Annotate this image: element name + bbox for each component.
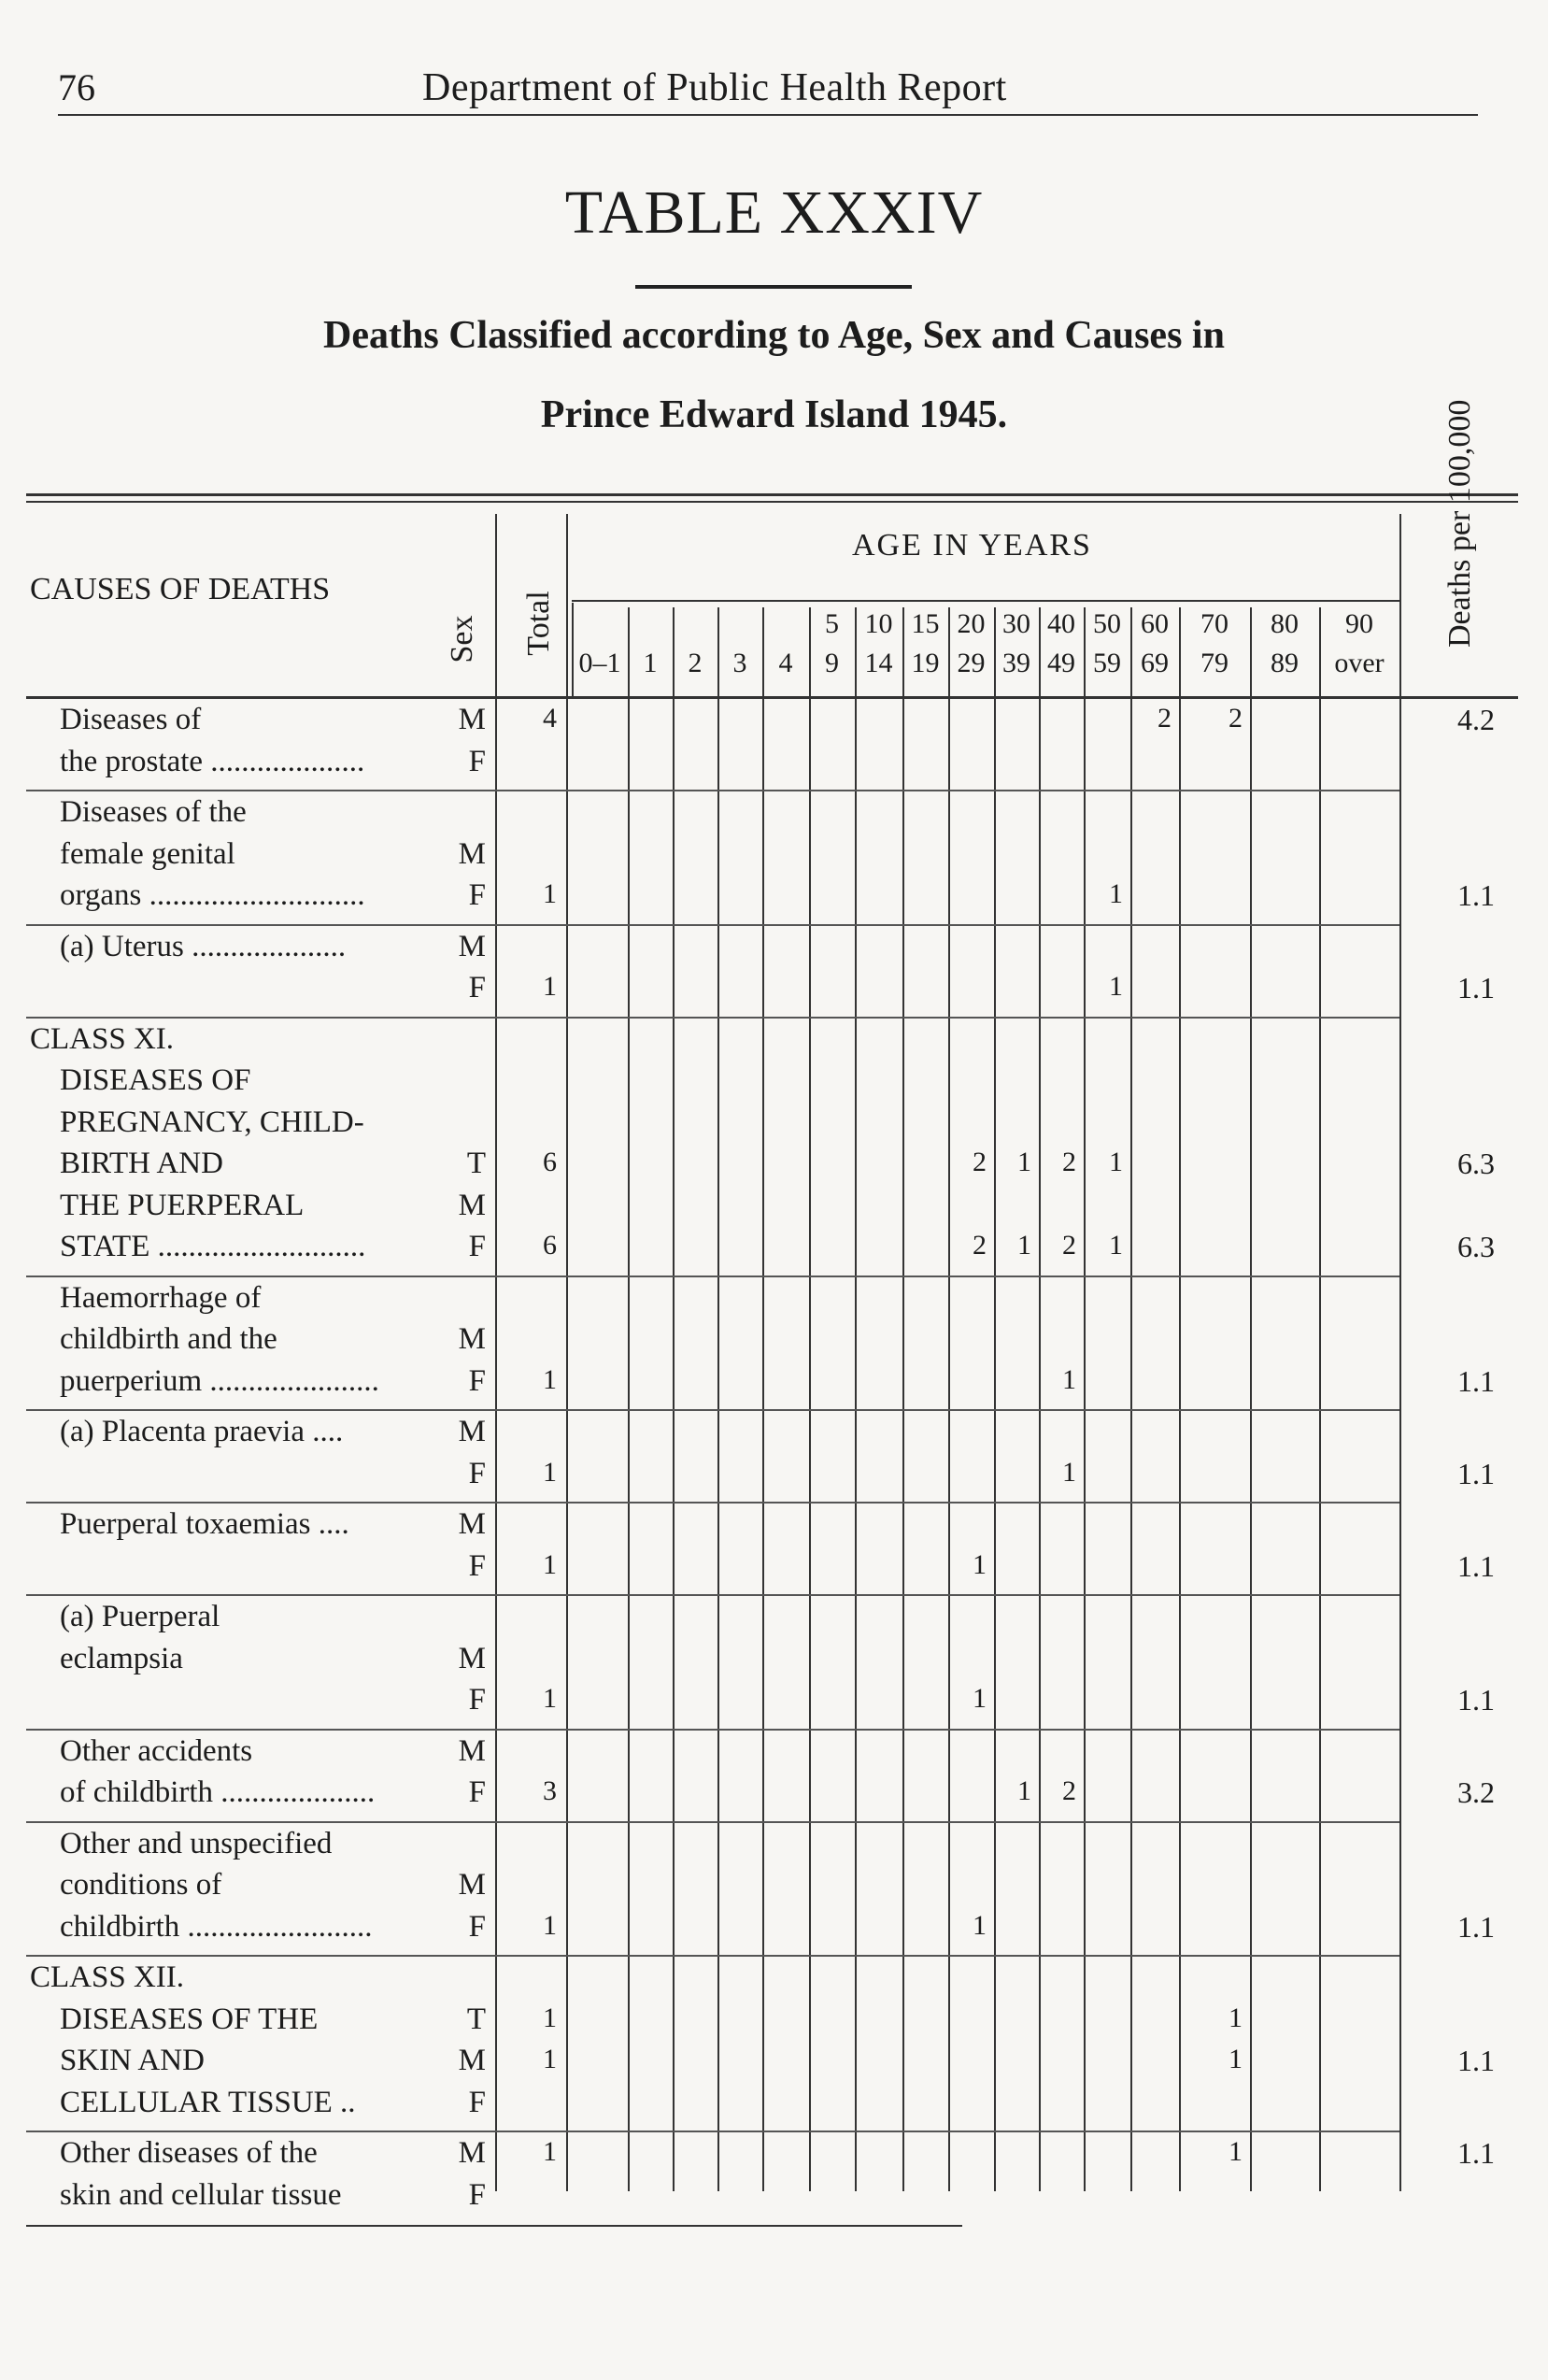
age-column-line-10 bbox=[1084, 607, 1086, 2191]
age-cell: 2 bbox=[1157, 703, 1172, 734]
sex-cell: F bbox=[468, 1775, 486, 1809]
rate-cell: 1.1 bbox=[1457, 1456, 1495, 1490]
sex-cell: F bbox=[468, 744, 486, 778]
table-subtitle-place: Prince Edward Island 1945. bbox=[540, 393, 1008, 436]
age-bin-top-12: 60 bbox=[1141, 608, 1169, 639]
rate-cell: 1.1 bbox=[1457, 1363, 1495, 1398]
rate-cell: 3.2 bbox=[1457, 1775, 1495, 1809]
age-cell: 1 bbox=[1017, 1775, 1031, 1806]
age-bin-bottom-1: 1 bbox=[643, 648, 658, 678]
row-separator bbox=[26, 2131, 1399, 2132]
row-separator bbox=[26, 1502, 1399, 1504]
rate-cell: 1.1 bbox=[1457, 1548, 1495, 1583]
age-bin-top-10: 40 bbox=[1047, 608, 1075, 639]
row-separator bbox=[26, 1594, 1399, 1596]
age-bin-bottom-2: 2 bbox=[688, 648, 703, 678]
age-cell: 1 bbox=[1109, 971, 1123, 1002]
cause-text: STATE ........................... bbox=[60, 1230, 366, 1263]
title-rule bbox=[635, 285, 912, 289]
age-column-line-14 bbox=[1319, 607, 1321, 2191]
age-cell: 1 bbox=[973, 1909, 987, 1941]
rate-cell: 1.1 bbox=[1457, 971, 1495, 1005]
cause-text: (a) Uterus .................... bbox=[60, 929, 347, 963]
total-cell: 1 bbox=[543, 2002, 557, 2033]
cause-text: CLASS XI. bbox=[30, 1021, 175, 1056]
age-bin-bottom-3: 3 bbox=[732, 648, 747, 678]
age-cell: 1 bbox=[1109, 878, 1123, 909]
cause-text: (a) Placenta praevia .... bbox=[60, 1415, 344, 1448]
rate-cell: 6.3 bbox=[1457, 1230, 1495, 1263]
age-bin-bottom-7: 19 bbox=[911, 648, 940, 678]
row-separator bbox=[26, 1955, 1399, 1957]
sex-column-line bbox=[495, 514, 497, 2191]
sex-cell: M bbox=[458, 2044, 486, 2077]
cause-text: DISEASES OF THE bbox=[60, 2002, 319, 2036]
header-bottom-rule bbox=[26, 696, 1518, 699]
cause-text: skin and cellular tissue bbox=[60, 2177, 342, 2212]
age-cell: 1 bbox=[1109, 1230, 1123, 1261]
age-bin-bottom-0: 0–1 bbox=[578, 648, 621, 678]
cause-text: childbirth ........................ bbox=[60, 1909, 373, 1944]
sex-cell: M bbox=[458, 836, 486, 871]
age-bin-top-14: 80 bbox=[1271, 608, 1299, 639]
table-top-rule bbox=[26, 493, 1518, 496]
table-subtitle: Deaths Classified according to Age, Sex and Causes in bbox=[323, 314, 1225, 357]
cause-text: puerperium ...................... bbox=[60, 1363, 379, 1398]
row-separator bbox=[26, 1729, 1399, 1731]
age-column-line-5 bbox=[855, 607, 857, 2191]
age-cell: 2 bbox=[1062, 1147, 1076, 1177]
page-header bbox=[58, 58, 1478, 116]
sex-cell: F bbox=[468, 1363, 486, 1398]
cause-text: Diseases of bbox=[60, 703, 202, 736]
sex-cell: F bbox=[468, 878, 486, 912]
age-bin-bottom-8: 29 bbox=[957, 648, 986, 678]
age-cell: 1 bbox=[1228, 2136, 1243, 2167]
age-column-line-3 bbox=[762, 607, 764, 2191]
rate-cell: 6.3 bbox=[1457, 1147, 1495, 1180]
total-cell: 1 bbox=[543, 1683, 557, 1714]
age-bin-bottom-5: 9 bbox=[825, 648, 839, 678]
age-cell: 1 bbox=[1109, 1147, 1123, 1177]
page-number: 76 bbox=[58, 66, 95, 108]
cause-text: Other accidents bbox=[60, 1733, 253, 1768]
age-bin-top-11: 50 bbox=[1093, 608, 1121, 639]
total-cell: 1 bbox=[543, 1456, 557, 1488]
age-column-line-9 bbox=[1039, 607, 1041, 2191]
sex-cell: F bbox=[468, 1230, 486, 1263]
age-cell: 1 bbox=[973, 1548, 987, 1580]
rate-cell: 1.1 bbox=[1457, 1683, 1495, 1717]
total-cell: 1 bbox=[543, 1363, 557, 1395]
table-top-rule-2 bbox=[26, 501, 1518, 503]
row-separator bbox=[26, 790, 1399, 791]
age-bin-bottom-15: over bbox=[1334, 648, 1385, 678]
age-column-line-2 bbox=[717, 607, 719, 2191]
total-cell: 1 bbox=[543, 1548, 557, 1580]
rate-cell: 1.1 bbox=[1457, 878, 1495, 912]
sex-cell: M bbox=[458, 1322, 486, 1356]
age-cell: 1 bbox=[1017, 1230, 1031, 1261]
row-separator bbox=[26, 1409, 1399, 1411]
cause-text: CLASS XII. bbox=[30, 1960, 185, 1994]
sex-header: Sex bbox=[445, 615, 479, 663]
cause-text: conditions of bbox=[60, 1868, 222, 1902]
cause-text: Haemorrhage of bbox=[60, 1280, 262, 1315]
rate-cell: 1.1 bbox=[1457, 2136, 1495, 2170]
total-cell: 6 bbox=[543, 1230, 557, 1261]
age-cell: 2 bbox=[1062, 1230, 1076, 1261]
age-bin-bottom-6: 14 bbox=[864, 648, 893, 678]
total-cell: 1 bbox=[543, 2136, 557, 2167]
age-cell: 1 bbox=[1062, 1363, 1076, 1395]
sex-cell: M bbox=[458, 1641, 486, 1675]
sex-cell: M bbox=[458, 1415, 486, 1448]
age-cell: 2 bbox=[1062, 1775, 1076, 1806]
age-header: AGE IN YEARS bbox=[852, 528, 1092, 563]
age-column-line-13 bbox=[1250, 607, 1252, 2191]
sex-cell: F bbox=[468, 2177, 486, 2212]
rate-header: Deaths per 100,000 bbox=[1442, 399, 1477, 648]
age-column-line-1 bbox=[673, 607, 675, 2191]
cause-text: (a) Puerperal bbox=[60, 1600, 220, 1633]
cause-text: Diseases of the bbox=[60, 795, 247, 829]
cause-text: BIRTH AND bbox=[60, 1147, 223, 1180]
cause-text: Other diseases of the bbox=[60, 2136, 318, 2170]
age-column-line-7 bbox=[948, 607, 950, 2191]
causes-header: CAUSES OF DEATHS bbox=[30, 572, 331, 606]
age-cell: 2 bbox=[973, 1230, 987, 1261]
age-bin-top-7: 15 bbox=[911, 608, 940, 639]
age-cell: 1 bbox=[1228, 2002, 1243, 2033]
age-cell: 2 bbox=[1228, 703, 1243, 734]
row-separator bbox=[26, 1017, 1399, 1019]
sex-cell: M bbox=[458, 1507, 486, 1541]
rate-cell: 1.1 bbox=[1457, 1909, 1495, 1944]
running-title: Department of Public Health Report bbox=[422, 66, 1007, 109]
total-cell: 1 bbox=[543, 971, 557, 1002]
sex-cell: F bbox=[468, 1909, 486, 1944]
sex-cell: M bbox=[458, 2136, 486, 2170]
cause-text: of childbirth .................... bbox=[60, 1775, 376, 1809]
age-bin-bottom-4: 4 bbox=[778, 648, 793, 678]
total-header: Total bbox=[521, 591, 556, 656]
age-cell: 1 bbox=[1228, 2044, 1243, 2074]
cause-text: CELLULAR TISSUE .. bbox=[60, 2085, 356, 2119]
total-cell: 1 bbox=[543, 878, 557, 909]
total-column-line bbox=[566, 514, 568, 2191]
age-header-rule bbox=[572, 600, 1399, 602]
age-cell: 2 bbox=[973, 1147, 987, 1177]
cause-text: organs ............................ bbox=[60, 878, 365, 912]
age-bin-top-5: 5 bbox=[825, 608, 839, 639]
sex-cell: M bbox=[458, 929, 486, 963]
age-column-line-12 bbox=[1179, 607, 1181, 2191]
cause-text: the prostate .................... bbox=[60, 744, 365, 778]
table-title: TABLE XXXIV bbox=[564, 178, 984, 247]
age-bin-top-9: 30 bbox=[1002, 608, 1030, 639]
cause-text: Other and unspecified bbox=[60, 1826, 333, 1860]
cause-text: female genital bbox=[60, 836, 235, 871]
age-bin-top-8: 20 bbox=[957, 608, 986, 639]
table-bottom-rule bbox=[26, 2225, 962, 2227]
sex-cell: T bbox=[466, 1147, 486, 1180]
row-separator bbox=[26, 924, 1399, 926]
age-bin-top-6: 10 bbox=[864, 608, 893, 639]
age-column-line-4 bbox=[809, 607, 811, 2191]
total-cell: 1 bbox=[543, 2044, 557, 2074]
cause-text: PREGNANCY, CHILD- bbox=[60, 1104, 364, 1139]
sex-cell: F bbox=[468, 1683, 486, 1717]
sex-cell: F bbox=[468, 1548, 486, 1583]
age-cell: 1 bbox=[973, 1683, 987, 1714]
age-column-line-8 bbox=[994, 607, 996, 2191]
age-bin-bottom-13: 79 bbox=[1200, 648, 1228, 678]
sex-cell: M bbox=[458, 1188, 486, 1222]
sex-cell: F bbox=[468, 1456, 486, 1490]
cause-text: DISEASES OF bbox=[60, 1063, 251, 1097]
cause-text: childbirth and the bbox=[60, 1322, 277, 1356]
age-cell: 1 bbox=[1017, 1147, 1031, 1177]
sex-cell: M bbox=[458, 703, 486, 736]
age-bin-top-13: 70 bbox=[1200, 608, 1228, 639]
rate-cell: 1.1 bbox=[1457, 2044, 1495, 2077]
rate-cell: 4.2 bbox=[1457, 703, 1495, 736]
age-column-line-11 bbox=[1130, 607, 1132, 2191]
sex-cell: F bbox=[468, 971, 486, 1005]
row-separator bbox=[26, 1276, 1399, 1277]
cause-text: THE PUERPERAL bbox=[60, 1188, 305, 1222]
cause-text: eclampsia bbox=[60, 1641, 183, 1675]
age-bin-bottom-12: 69 bbox=[1141, 648, 1169, 678]
age-column-line-6 bbox=[902, 607, 904, 2191]
cause-text: SKIN AND bbox=[60, 2044, 205, 2077]
age-left-line bbox=[572, 603, 574, 696]
age-bin-bottom-11: 59 bbox=[1093, 648, 1121, 678]
total-cell: 6 bbox=[543, 1147, 557, 1177]
total-cell: 4 bbox=[543, 703, 557, 734]
sex-cell: M bbox=[458, 1868, 486, 1902]
total-cell: 3 bbox=[543, 1775, 557, 1806]
age-bin-bottom-9: 39 bbox=[1002, 648, 1030, 678]
total-cell: 1 bbox=[543, 1909, 557, 1941]
sex-cell: M bbox=[458, 1733, 486, 1768]
age-bin-bottom-10: 49 bbox=[1047, 648, 1075, 678]
age-cell: 1 bbox=[1062, 1456, 1076, 1488]
age-column-line-0 bbox=[628, 607, 630, 2191]
cause-text: Puerperal toxaemias .... bbox=[60, 1507, 349, 1541]
sex-cell: T bbox=[466, 2002, 486, 2036]
age-bin-top-15: 90 bbox=[1345, 608, 1373, 639]
row-separator bbox=[26, 1821, 1399, 1823]
sex-cell: F bbox=[468, 2085, 486, 2119]
age-bin-bottom-14: 89 bbox=[1271, 648, 1299, 678]
